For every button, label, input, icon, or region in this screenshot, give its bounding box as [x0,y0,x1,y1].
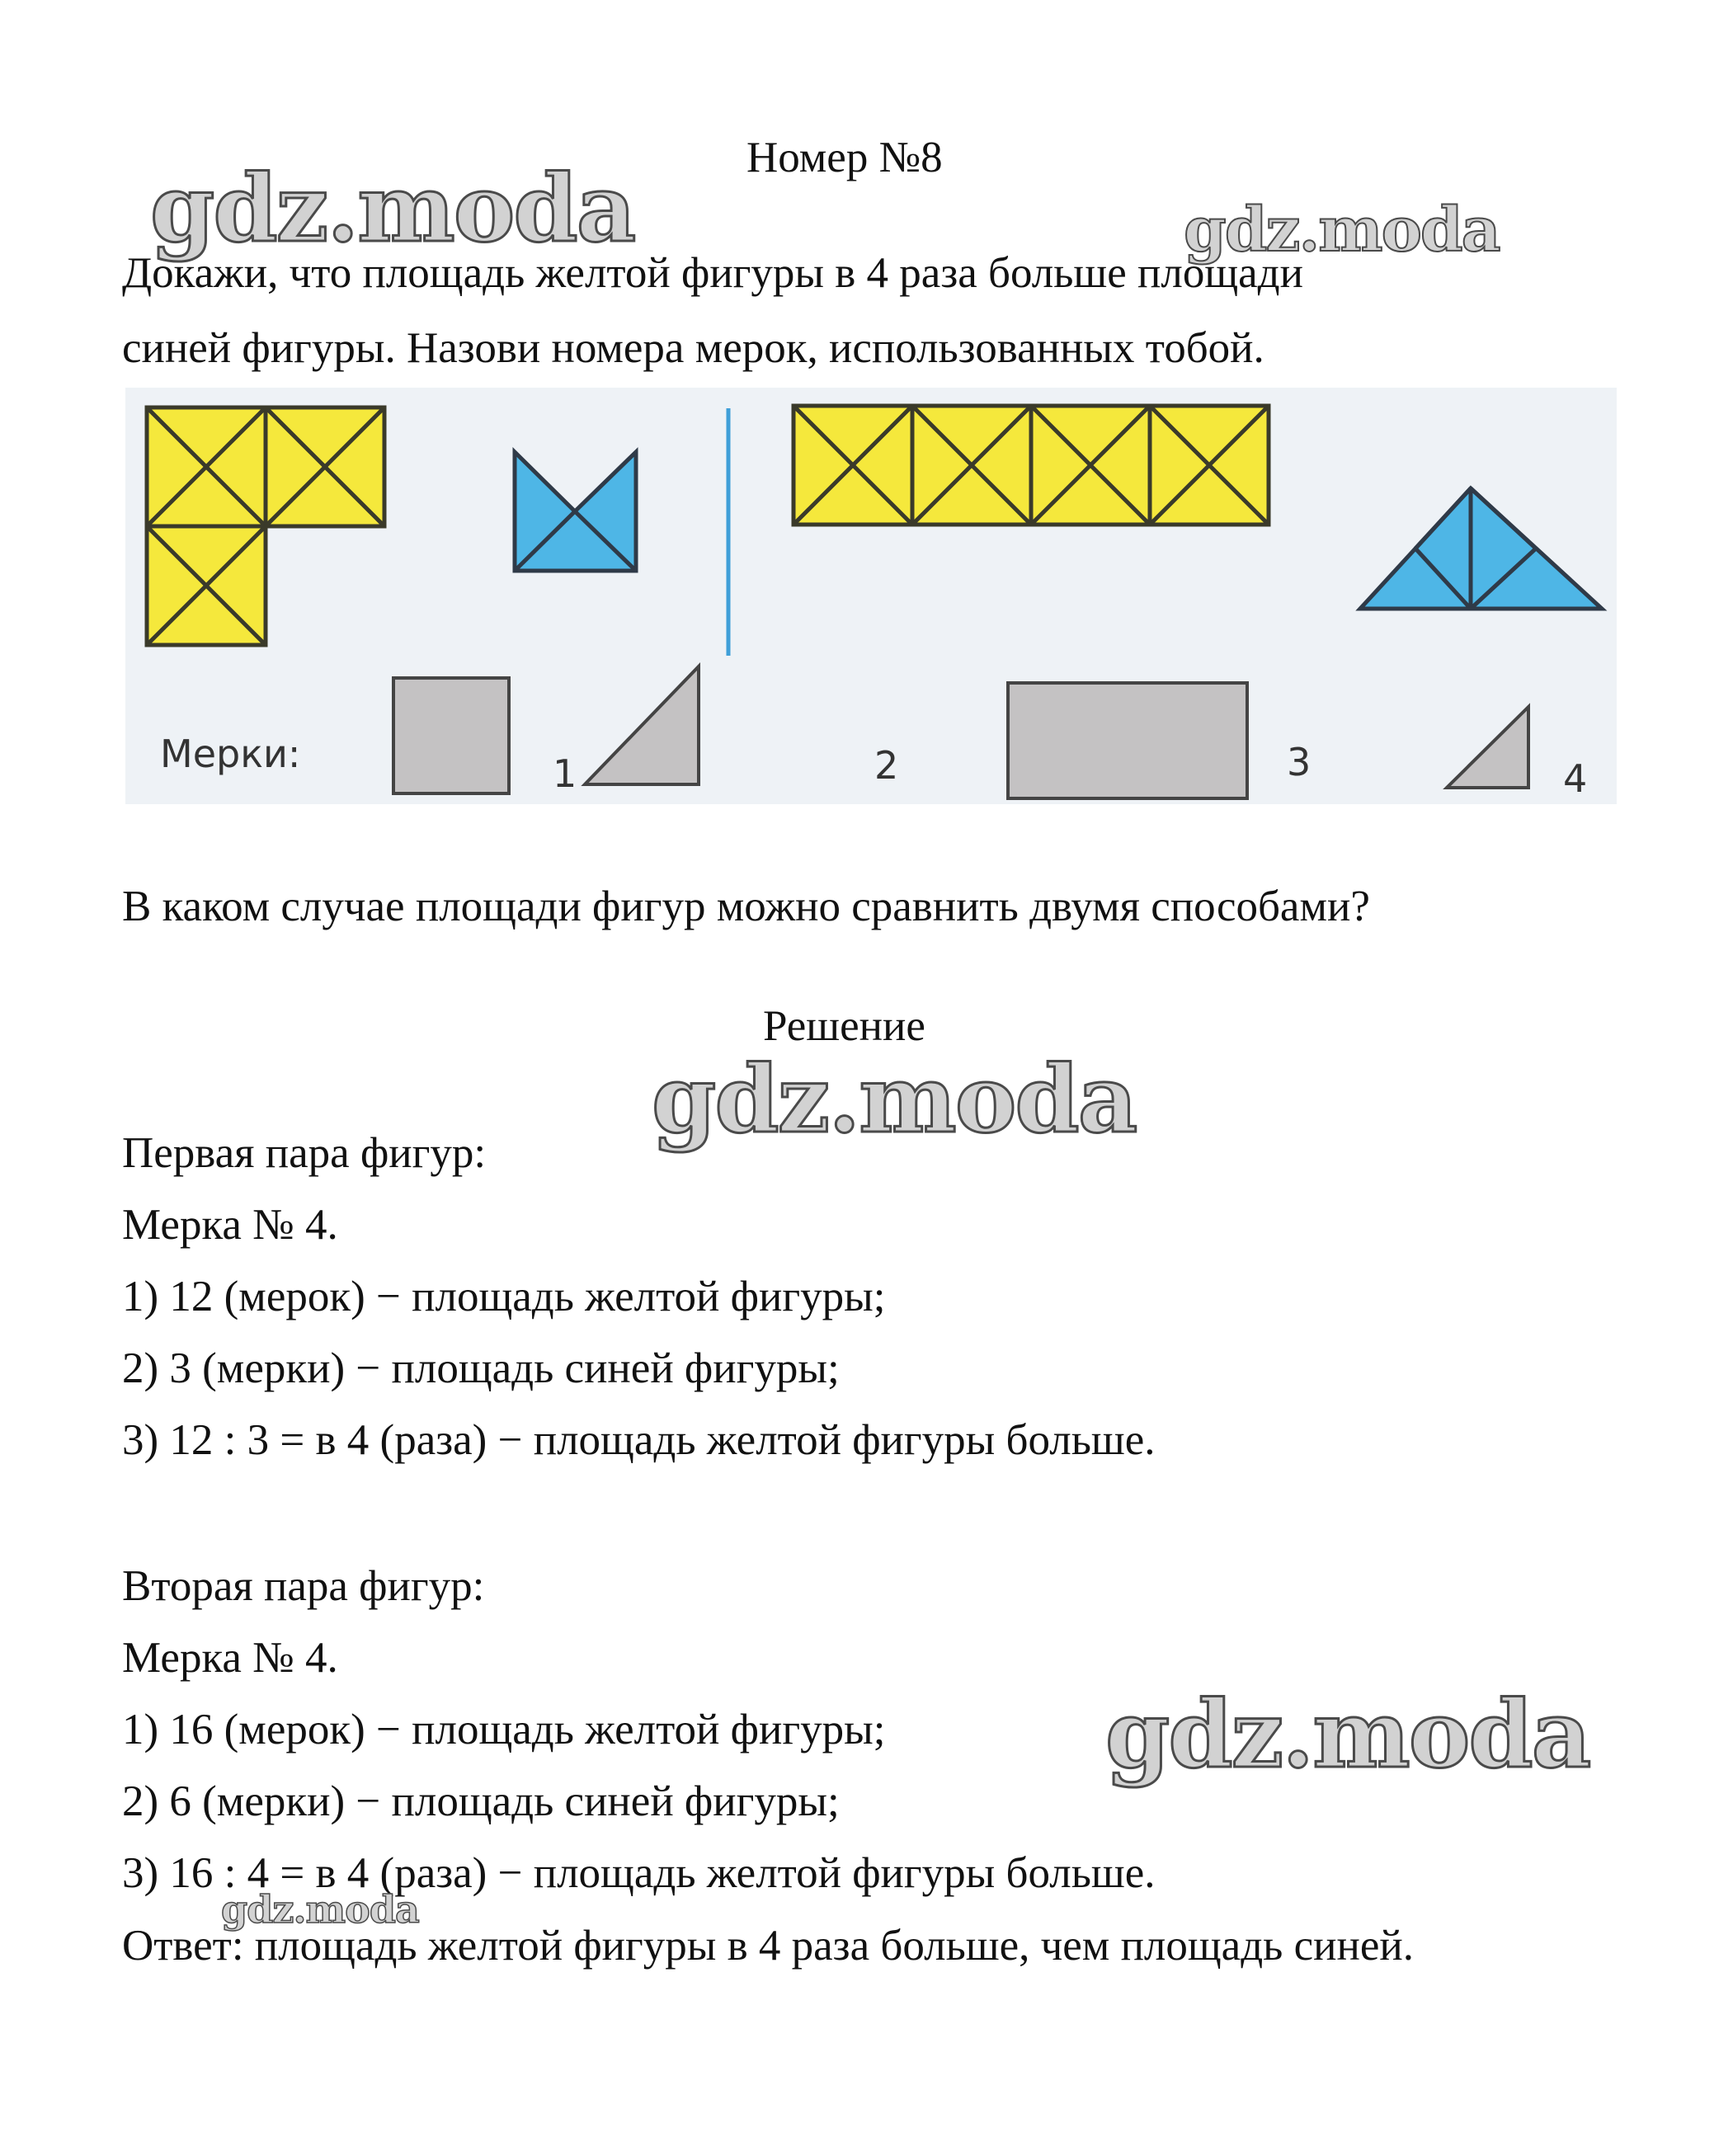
pair2-step: 1) 16 (мерок) − площадь желтой фигуры; [122,1706,886,1754]
task-text-line-2: синей фигуры. Назови номера мерок, использованных тобой. [122,324,1264,372]
measure-square [393,678,509,793]
watermark: gdz.moda [1105,1681,1590,1789]
measure-rectangle [1008,683,1247,798]
watermark: gdz.moda [1184,195,1500,266]
figure-illustration [125,388,1617,804]
measures-label: Мерки: [160,732,301,776]
pair1-step: 2) 3 (мерки) − площадь синей фигуры; [122,1344,840,1392]
solution-heading: Решение [763,1002,925,1050]
measure-number: 3 [1287,740,1312,784]
measure-number: 1 [553,751,577,796]
pair1-step: 1) 12 (мерок) − площадь желтой фигуры; [122,1273,886,1320]
question-text: В каком случае площади фигур можно сравнить двумя способами? [122,883,1370,930]
measure-number: 2 [874,743,899,788]
pair2-step: 3) 16 : 4 = в 4 (раза) − площадь желтой фигуры больше. [122,1849,1156,1897]
watermark: gdz.moda [652,1046,1137,1154]
pair1-title: Первая пара фигур: [122,1129,487,1177]
watermark: gdz.moda [221,1887,419,1932]
measure-number: 4 [1563,756,1588,801]
yellow-strip-figure [794,406,1269,525]
task-text-line-1: Докажи, что площадь желтой фигуры в 4 раза больше площади [122,249,1303,297]
pair2-measure: Мерка № 4. [122,1634,338,1682]
pair2-title: Вторая пара фигур: [122,1562,485,1610]
page-title: Номер №8 [746,134,943,181]
watermark: gdz.moda [150,155,635,263]
answer-text: Ответ: площадь желтой фигуры в 4 раза больше, чем площадь синей. [122,1922,1414,1970]
pair1-step: 3) 12 : 3 = в 4 (раза) − площадь желтой фигуры больше. [122,1416,1156,1464]
pair1-measure: Мерка № 4. [122,1201,338,1249]
pair2-step: 2) 6 (мерки) − площадь синей фигуры; [122,1777,840,1825]
